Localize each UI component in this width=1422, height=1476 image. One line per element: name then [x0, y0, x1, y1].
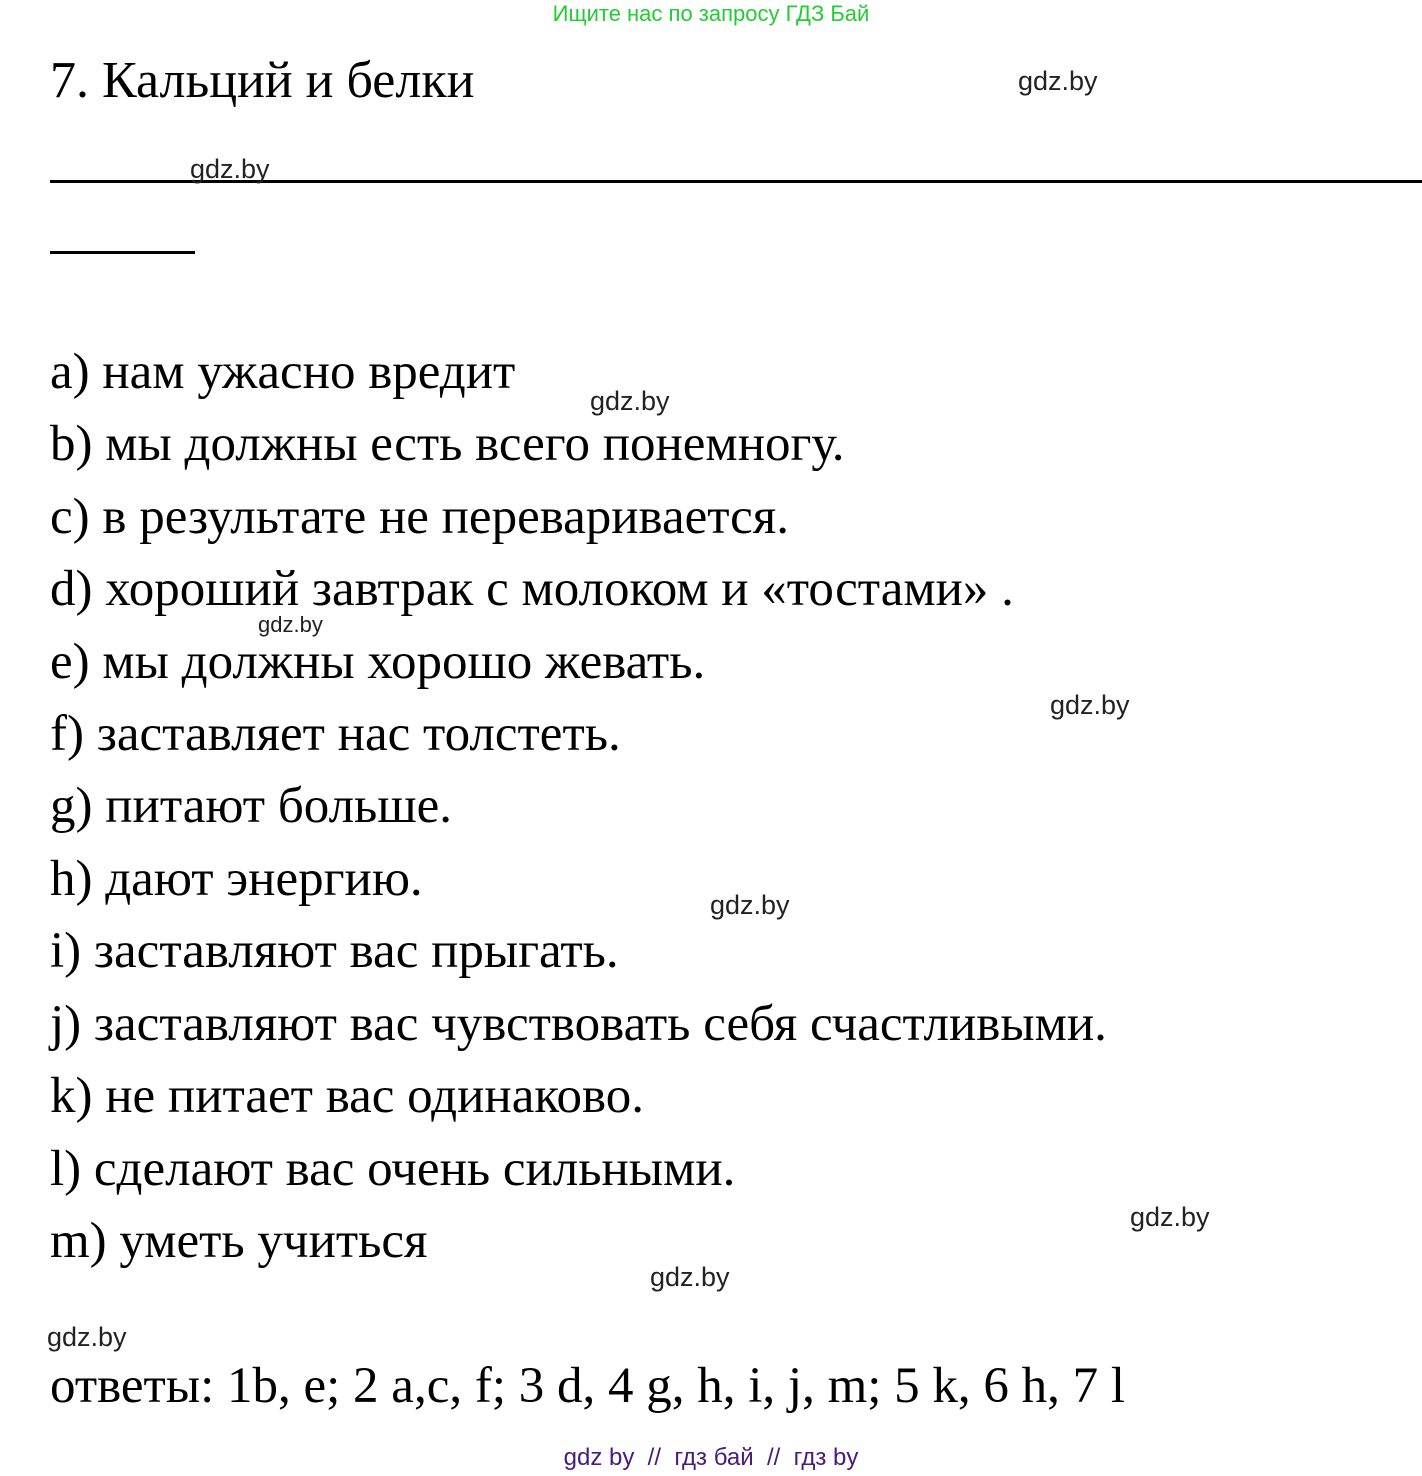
- watermark: gdz.by: [1050, 690, 1130, 720]
- list-item: l) сделают вас очень сильными.: [50, 1141, 736, 1197]
- answer-line-short: [50, 251, 195, 254]
- answers-line: ответы: 1b, e; 2 a,c, f; 3 d, 4 g, h, i, j, m; 5 k, 6 h, 7 l: [50, 1358, 1126, 1414]
- list-item: a) нам ужасно вредит: [50, 344, 516, 400]
- watermark: gdz.by: [650, 1262, 730, 1292]
- footer-watermark: gdz by // гдз бай // гдз by: [563, 1444, 859, 1471]
- list-item: f) заставляет нас толстеть.: [50, 706, 621, 762]
- list-item: m) уметь учиться: [50, 1213, 428, 1269]
- list-item: c) в результате не переваривается.: [50, 489, 789, 545]
- watermark: gdz.by: [190, 154, 270, 184]
- watermark: gdz.by: [47, 1322, 127, 1352]
- list-item: g) питают больше.: [50, 778, 452, 834]
- watermark: gdz.by: [1130, 1202, 1210, 1232]
- watermark: gdz.by: [710, 890, 790, 920]
- list-item: h) дают энергию.: [50, 851, 423, 907]
- list-item: d) хороший завтрак с молоком и «тостами» .: [50, 561, 1014, 617]
- watermark: gdz.by: [1018, 66, 1098, 96]
- list-item: i) заставляют вас прыгать.: [50, 923, 619, 979]
- list-item: e) мы должны хорошо жевать.: [50, 634, 706, 690]
- watermark: gdz.by: [590, 386, 670, 416]
- search-hint-banner: Ищите нас по запросу ГДЗ Бай: [552, 1, 870, 26]
- page-title: 7. Кальций и белки: [50, 52, 475, 109]
- watermark: gdz.by: [258, 612, 323, 637]
- list-item: k) не питает вас одинаково.: [50, 1068, 645, 1124]
- list-item: b) мы должны есть всего понемногу.: [50, 416, 845, 472]
- list-item: j) заставляют вас чувствовать себя счастливыми.: [50, 996, 1107, 1052]
